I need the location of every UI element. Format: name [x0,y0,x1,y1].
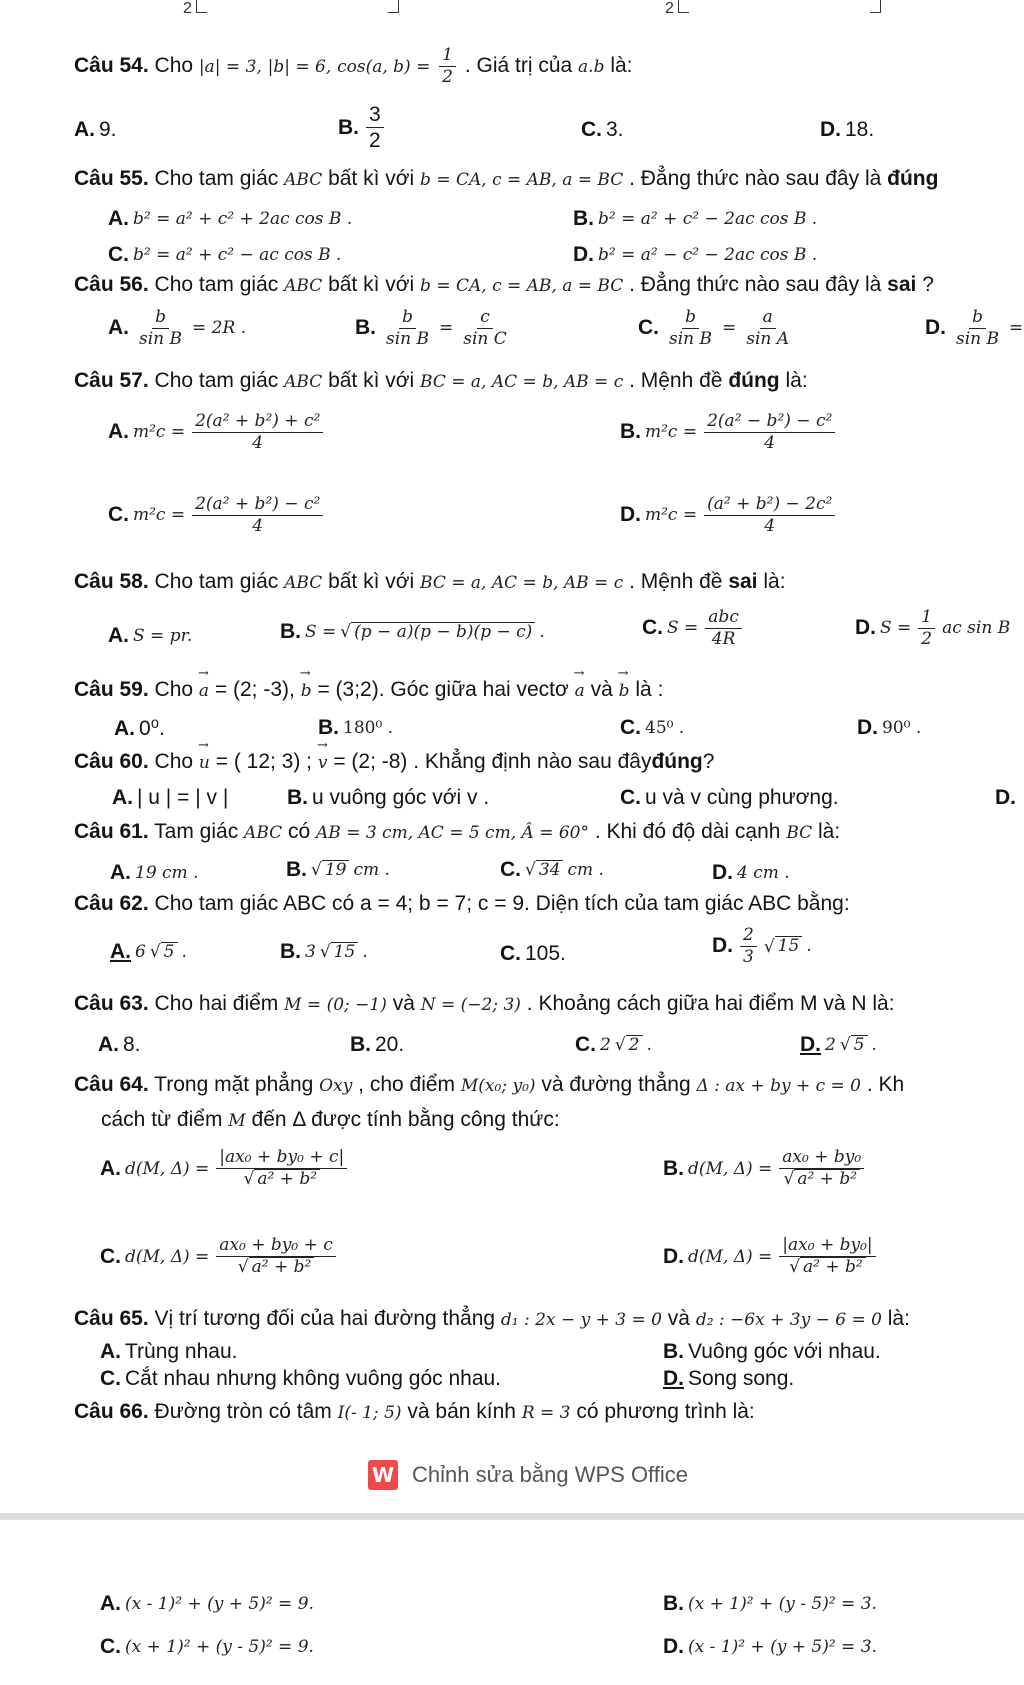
math-expr: b = CA, c = AB, a = BC [420,276,624,296]
question-label: Câu 56. [74,273,149,296]
top-bracket-left-end [388,0,399,13]
option-a[interactable]: A. Trùng nhau. [100,1340,238,1363]
option-a[interactable]: A. 19 cm . [110,861,199,884]
question-64 [74,1073,904,1097]
option-c[interactable]: C. b² = a² + c² − ac cos B . [108,243,342,266]
vector-u: → u [199,753,210,773]
top-bracket-right-end [870,0,881,13]
question-text: bất kì với [328,273,415,296]
math-expr: cos(a, b) = [337,57,431,78]
wps-logo-icon: W [368,1460,398,1490]
top-mark-left: 2 [183,0,192,17]
option-c[interactable]: C. d(M, Δ) = ax₀ + by₀ + c √ a² + b² [100,1236,339,1277]
option-d[interactable]: D. $\frac{2}{3}$ √ 15 . [712,925,812,967]
question-59 [74,678,663,702]
option-c[interactable]: C. S = $\frac{\text{abc}}{4R}$ [642,608,745,649]
question-label: Câu 55. [74,167,149,190]
question-text: . Mệnh đề [629,369,723,392]
question-text: có phương trình là: [576,1400,755,1423]
vector-a: → a [199,681,209,701]
option-a[interactable]: A. 9. [74,118,117,141]
option-b[interactable]: B. (x + 1)² + (y - 5)² = 3. [663,1592,877,1615]
math-expr: N = (−2; 3) [420,995,521,1015]
question-text: ? [922,273,934,296]
math-expr: b = CA, c = AB, a = BC [420,170,624,190]
option-d[interactable]: D. (x - 1)² + (y + 5)² = 3. [663,1635,877,1658]
option-d[interactable]: D. 18. [820,118,875,141]
vector-a: → a [575,681,585,701]
question-label: Câu 59. [74,678,149,701]
option-c[interactable]: C. Cắt nhau nhưng không vuông góc nhau. [100,1367,502,1390]
option-b[interactable]: B. b² = a² + c² − 2ac cos B . [573,207,818,230]
math-expr: BC = a, AC = b, AB = c [420,372,624,392]
question-text: = (2; -3), [214,678,295,701]
question-text: , cho điểm [358,1073,456,1096]
question-55 [74,167,938,191]
question-text: bất kì với [328,167,415,190]
math-expr: Oxy [319,1076,353,1096]
math-expr: R = 3 [521,1403,571,1423]
question-text: là: [817,820,841,843]
question-text: Đường tròn có tâm [154,1400,332,1423]
math-expr: d₂ : −6x + 3y − 6 = 0 [695,1310,882,1330]
question-text: Cho hai điểm [154,992,279,1015]
option-c[interactable]: C. m²c = $\frac{\text{2(a² + b²) − c²}}{4}$ [108,495,326,536]
question-text: Cho tam giác [154,369,279,392]
question-text: bất kì với [328,369,415,392]
question-text: Cho [154,678,194,701]
question-label: Câu 58. [74,570,149,593]
option-a[interactable]: A. b² = a² + c² + 2ac cos B . [108,207,353,230]
question-text: và bán kính [407,1400,516,1423]
math-expr: ABC [284,372,323,392]
question-text: ? [702,750,715,773]
question-label: Câu 66. [74,1400,149,1423]
question-text: . Mệnh đề [629,570,723,593]
emphasis: đúng [728,369,780,392]
question-text: Cho tam giác ABC có a = 4; b = 7; c = 9. Diện tích của tam giác ABC bằng: [154,892,850,915]
top-bracket-left [196,0,207,13]
question-text: Trong mặt phẳng [154,1073,314,1096]
emphasis: đúng [651,750,703,773]
option-d[interactable]: D. Song song. [663,1367,795,1390]
question-text: cách từ điểm [101,1108,223,1131]
question-label: Câu 62. [74,892,149,915]
option-a[interactable]: A. S = pr. [108,624,193,647]
question-text: . Đẳng thức nào sau đây là [629,167,882,190]
option-b[interactable]: B. 20. [350,1033,405,1056]
question-text: . Khi đó độ dài cạnh [594,820,781,843]
option-d[interactable]: D. 2 √ 5 . [800,1033,877,1056]
question-text: là: [610,54,633,78]
option-a[interactable]: A. d(M, Δ) = |ax₀ + by₀ + c| √ a² + b² [100,1148,350,1189]
option-c[interactable]: C. 2 √ 2 . [575,1033,652,1056]
option-a[interactable]: A. $\frac{b}{\text{sin B}}$ = 2R . [108,307,247,349]
option-b[interactable]: B. $\frac{b}{\text{sin B}}$ = $\frac{c}{\text{sin C}}$ [355,307,507,349]
option-d[interactable]: D. 4 cm . [712,861,790,884]
option-a[interactable]: A. 6 √ 5 . [110,940,187,963]
question-text: . Đẳng thức nào sau đây là [629,273,882,296]
option-c[interactable]: C. 3. [581,118,624,141]
option-b[interactable]: B. 3 √ 15 . [280,940,368,963]
question-text: = (2; -8) . Khẳng định nào sau đây [333,750,652,773]
question-text: và [590,678,613,701]
question-60 [74,750,714,774]
question-text: . Khoảng cách giữa hai điểm M và N là: [526,992,895,1015]
emphasis: sai [887,273,917,296]
question-text: Vị trí tương đối của hai đường thẳng [154,1307,496,1330]
option-d[interactable]: D. b² = a² − c² − 2ac cos B . [573,243,818,266]
question-text: là: [785,369,808,392]
question-label: Câu 63. [74,992,149,1015]
question-63 [74,992,895,1016]
option-a[interactable]: A. (x - 1)² + (y + 5)² = 9. [100,1592,314,1615]
question-text: Cho tam giác [154,273,279,296]
question-text: Cho tam giác [154,570,279,593]
question-label: Câu 64. [74,1073,149,1096]
question-text: = ( 12; 3) ; [215,750,313,773]
question-text: có [287,820,311,843]
math-expr: M [228,1111,246,1131]
question-61 [74,820,840,844]
math-expr: ABC [284,573,323,593]
wps-edit-banner[interactable] [368,1460,688,1490]
option-d[interactable]: D. $\frac{b}{\text{sin B}}$ = [925,307,1024,349]
question-66 [74,1400,755,1424]
option-b[interactable]: B. $\frac{3}{2}$ [338,103,387,153]
top-bracket-right [678,0,689,13]
question-58 [74,570,786,594]
math-expr: d₁ : 2x − y + 3 = 0 [500,1310,662,1330]
question-65 [74,1307,910,1331]
option-d[interactable]: D. [995,786,1016,809]
question-text: bất kì với [328,570,415,593]
question-text: Cho tam giác [154,167,279,190]
math-expr: ABC [284,170,323,190]
question-text: = (3;2). Góc giữa hai vectơ [317,678,569,701]
emphasis: sai [728,570,758,593]
question-56 [74,273,934,297]
math-expr: I(- 1; 5) [337,1403,402,1423]
question-label: Câu 57. [74,369,149,392]
option-d[interactable]: D. m²c = $\frac{\text{(a² + b²) − 2c²}}{4}$ [620,495,838,536]
option-b[interactable]: B. √ 19 cm . [286,858,390,881]
math-expr: ABC [284,276,323,296]
question-text: Cho [154,54,194,78]
option-c[interactable]: C. $\frac{b}{\text{sin B}}$ = $\frac{a}{\text{sin A}}$ [638,307,790,349]
math-expr: ABC [244,823,283,843]
question-text: đến Δ được tính bằng công thức: [251,1108,560,1131]
option-c[interactable]: C. (x + 1)² + (y - 5)² = 9. [100,1635,314,1658]
math-expr: M = (0; −1) [284,995,387,1015]
math-expr: AB = 3 cm, AC = 5 cm, Â = 60° [316,823,589,843]
question-text: và đường thẳng [541,1073,691,1096]
math-expr: a.b [578,57,605,78]
option-b[interactable]: B. u vuông góc với v . [287,786,490,809]
option-a[interactable]: A. 8. [98,1033,141,1056]
math-expr: BC = a, AC = b, AB = c [420,573,624,593]
question-text: Cho [154,750,194,773]
question-text: Tam giác [154,820,239,843]
top-mark-right: 2 [665,0,674,17]
option-c[interactable]: C. √ 34 cm . [500,858,604,881]
question-57 [74,369,808,393]
math-expr: Δ : ax + by + c = 0 [696,1076,861,1096]
vector-b: → b [619,681,630,701]
question-54 [74,46,633,87]
option-c[interactable]: C. u và v cùng phương. [620,786,839,809]
option-c[interactable]: C. 45⁰ . [620,716,685,739]
option-d[interactable]: D. S = $\frac{1}{2}$ ac sin B [855,607,1011,649]
question-64-line-2 [101,1108,560,1132]
question-text: và [392,992,415,1015]
question-text: . Giá trị của [464,54,573,78]
math-expr: |b| = 6, [267,57,332,78]
option-a[interactable]: A. m²c = $\frac{\text{2(a² + b²) + c²}}{4}$ [108,412,326,453]
option-d[interactable]: D. 90⁰ . [857,716,922,739]
option-b[interactable]: B. 180⁰ . [318,716,394,739]
option-a[interactable]: A. 0⁰. [114,716,165,740]
math-expr: M(x₀; y₀) [460,1076,536,1096]
question-label: Câu 61. [74,820,149,843]
fraction: $\frac{1}{2}$ [439,46,456,87]
vector-b: → b [301,681,312,701]
question-text: . Kh [866,1073,905,1096]
question-label: Câu 54. [74,54,149,78]
option-b[interactable]: B. m²c = $\frac{\text{2(a² − b²) − c²}}{4}$ [620,412,838,453]
option-c[interactable]: C. 105. [500,942,566,965]
math-expr: |a| = 3, [198,57,262,78]
question-text: và [667,1307,690,1330]
math-expr: BC [786,823,813,843]
wps-edit-label: Chỉnh sửa bằng WPS Office [412,1462,689,1487]
option-a[interactable]: A. | u | = | v | [112,786,229,809]
question-text: là: [887,1307,910,1330]
question-label: Câu 60. [74,750,149,773]
option-b[interactable]: B. d(M, Δ) = ax₀ + by₀ √ a² + b² [663,1148,867,1189]
section-divider [0,1513,1024,1520]
question-text: là: [763,570,786,593]
option-b[interactable]: B. S = √ (p − a)(p − b)(p − c) . [280,620,545,643]
option-b[interactable]: B. Vuông góc với nhau. [663,1340,881,1363]
question-label: Câu 65. [74,1307,149,1330]
vector-v: → v [318,753,328,773]
question-62 [74,892,850,916]
option-d[interactable]: D. d(M, Δ) = |ax₀ + by₀| √ a² + b² [663,1236,879,1277]
question-text: là : [635,678,664,701]
emphasis: đúng [887,167,939,190]
